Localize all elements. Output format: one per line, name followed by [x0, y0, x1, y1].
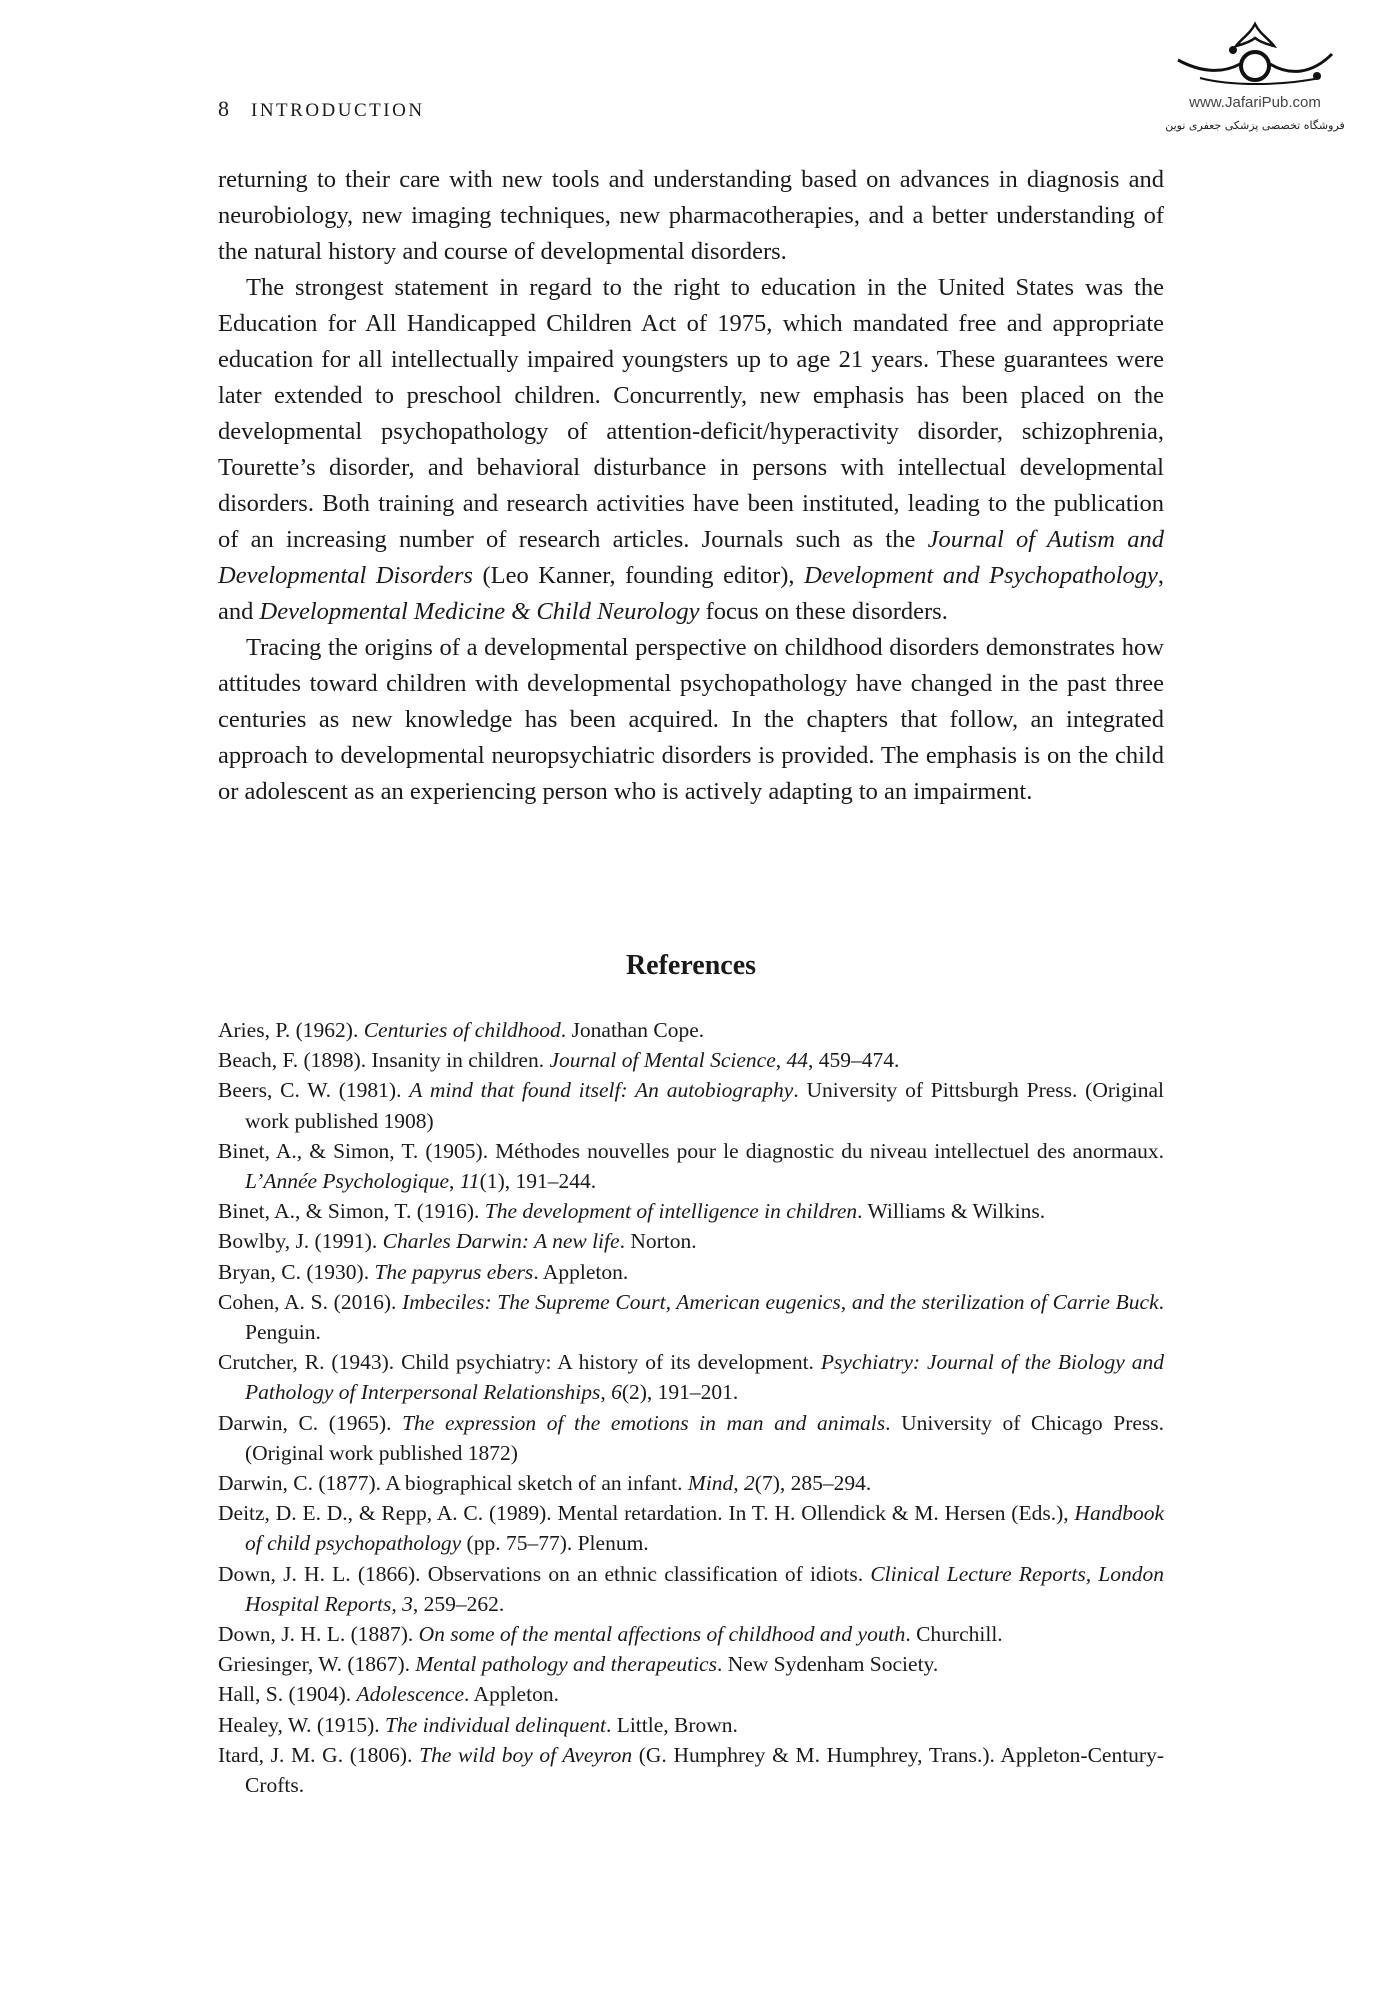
text-run: . New Sydenham Society. — [716, 1652, 939, 1677]
text-run: Deitz, D. E. D., & Repp, A. C. (1989). Mental retardation. In T. H. Ollendick & M. Hersen (Eds.), — [218, 1501, 1075, 1526]
references-heading: References — [625, 950, 757, 981]
reference-entry — [218, 1015, 1164, 1045]
reference-entry — [218, 1740, 1164, 1800]
text-run: . Norton. — [619, 1229, 697, 1254]
reference-entry — [218, 1287, 1164, 1347]
text-run: (2), 191–201. — [621, 1380, 739, 1405]
reference-entry — [218, 1679, 1164, 1709]
text-run: , — [775, 1048, 787, 1073]
text-run: (pp. 75–77). Plenum. — [461, 1531, 649, 1556]
text-run: Bowlby, J. (1991). — [218, 1229, 383, 1254]
text-run: . Appleton. — [533, 1259, 629, 1284]
italic-title: Adolescence — [356, 1682, 464, 1707]
page-number: 8 — [218, 96, 229, 121]
reference-entry — [218, 1619, 1164, 1649]
reference-entry — [218, 1136, 1164, 1196]
reference-entry — [218, 1347, 1164, 1407]
text-run: focus on these disorders. — [699, 598, 948, 625]
text-run: Crutcher, R. (1943). Child psychiatry: A history of its development. — [218, 1350, 821, 1375]
reference-entry — [218, 1257, 1164, 1287]
italic-title: Development and Psychopathology — [804, 562, 1158, 589]
italic-title: On some of the mental affections of childhood and youth — [418, 1622, 906, 1647]
text-run: . Appleton. — [463, 1682, 559, 1707]
reference-entry — [218, 1559, 1164, 1619]
text-run: , — [391, 1591, 403, 1616]
italic-title: Charles Darwin: A new life — [382, 1229, 620, 1254]
italic-title: Mind — [687, 1471, 734, 1496]
paragraph — [218, 270, 1164, 630]
running-title: INTRODUCTION — [251, 100, 425, 121]
italic-title: Centuries of childhood — [363, 1018, 561, 1042]
italic-title: 3 — [402, 1591, 413, 1616]
text-run: (Leo Kanner, founding editor), — [472, 562, 805, 589]
text-run: , 259–262. — [412, 1591, 505, 1616]
italic-title: 2 — [744, 1471, 755, 1496]
italic-title: Journal of Mental Science — [549, 1048, 776, 1073]
italic-title: The individual delinquent — [384, 1712, 606, 1737]
text-run: The strongest statement in regard to the right to education in the United States was the Education for All Handicapped Children Act of 1975, which mandated free and appropriate education for all intellectually impaired youngsters up to age 21 years. These guarantees were later extended to preschool children. Concurrently, new emphasis has been placed on the developmental psychopathology of attention-deficit/hyperactivity disorder, schizophrenia, Tourette’s disorder, and behavioral disturbance in persons with intellectual developmental disorders. Both training and research activities have been instituted, leading to the publication of an increasing number of research articles. Journals such as the — [218, 274, 1164, 553]
italic-title: L’Année Psychologique — [245, 1169, 449, 1194]
paragraph — [218, 630, 1164, 810]
text-run: Itard, J. M. G. (1806). — [218, 1742, 420, 1767]
text-run: Beers, C. W. (1981). — [218, 1078, 410, 1103]
italic-title: Mental pathology and therapeutics — [415, 1652, 717, 1677]
italic-title: Psychiatry: Journal of the Biology and Pathology of Interpersonal Relationships — [245, 1350, 1164, 1405]
italic-title: The expression of the emotions in man and animals — [402, 1410, 886, 1435]
text-run: , — [600, 1380, 612, 1405]
text-run: , and — [218, 562, 1165, 625]
text-run: Darwin, C. (1877). A biographical sketch of an infant. — [218, 1471, 688, 1496]
italic-title: The wild boy of Aveyron — [419, 1742, 633, 1767]
paragraph — [218, 162, 1164, 270]
body-text — [218, 162, 1164, 810]
reference-entry — [218, 1226, 1164, 1256]
italic-title: The development of intelligence in children — [484, 1199, 858, 1224]
text-run: , 459–474. — [808, 1048, 900, 1073]
running-header — [218, 96, 425, 122]
text-run: , — [449, 1169, 460, 1194]
italic-title: 44 — [786, 1048, 808, 1073]
text-run: . Williams & Wilkins. — [857, 1199, 1046, 1224]
italic-title: 11 — [459, 1169, 480, 1194]
reference-entry — [218, 1468, 1164, 1498]
reference-entry — [218, 1045, 1164, 1075]
text-run: Healey, W. (1915). — [218, 1712, 385, 1737]
calligraphy-logo-icon — [1170, 20, 1340, 92]
text-run: Griesinger, W. (1867). — [218, 1652, 416, 1677]
italic-title: Clinical Lecture Reports, London Hospital Reports — [245, 1561, 1164, 1616]
publisher-watermark — [1150, 20, 1360, 132]
text-run: , — [733, 1471, 745, 1496]
text-run: (1), 191–244. — [479, 1169, 597, 1194]
text-run: Beach, F. (1898). Insanity in children. — [218, 1048, 550, 1073]
text-run: Tracing the origins of a developmental perspective on childhood disorders demonstrates how attitudes toward children with developmental psychopathology have changed in the past three centuries as new knowledge has been acquired. In the chapters that follow, an integrated approach to developmental neuropsychiatric disorders is provided. The emphasis is on the child or adolescent as an experiencing person who is actively adapting to an impairment. — [218, 634, 1164, 805]
text-run: Darwin, C. (1965). — [218, 1410, 403, 1435]
references-list — [218, 1015, 1164, 1800]
reference-entry — [218, 1710, 1164, 1740]
reference-entry — [218, 1498, 1164, 1558]
text-run: . Little, Brown. — [605, 1712, 738, 1737]
reference-entry — [218, 1408, 1164, 1468]
italic-title: Imbeciles: The Supreme Court, American eugenics, and the sterilization of Carrie Buck — [402, 1289, 1159, 1314]
reference-entry — [218, 1075, 1164, 1135]
italic-title: The papyrus ebers — [374, 1259, 534, 1284]
text-run: Aries, P. (1962). — [218, 1018, 364, 1042]
text-run: Down, J. H. L. (1887). — [218, 1622, 419, 1647]
text-run: . Penguin. — [245, 1289, 1164, 1345]
italic-title: Journal of Autism and Developmental Disorders — [218, 526, 1164, 589]
reference-entry — [218, 1649, 1164, 1679]
text-run: Binet, A., & Simon, T. (1916). — [218, 1199, 485, 1224]
italic-title: A mind that found itself: An autobiography — [409, 1078, 794, 1103]
text-run: . Jonathan Cope. — [560, 1018, 705, 1042]
publisher-url: www.JafariPub.com — [1189, 94, 1321, 111]
italic-title: Handbook of child psychopathology — [245, 1501, 1164, 1556]
text-run: Hall, S. (1904). — [218, 1682, 357, 1707]
text-run: . University of Pittsburgh Press. (Original work published 1908) — [245, 1078, 1164, 1133]
italic-title: 6 — [611, 1380, 622, 1405]
text-run: (G. Humphrey & M. Humphrey, Trans.). Appleton-Century-Crofts. — [245, 1742, 1165, 1798]
text-run: . Churchill. — [905, 1622, 1003, 1647]
text-run: (7), 285–294. — [754, 1471, 872, 1496]
reference-entry — [218, 1196, 1164, 1226]
text-run: Cohen, A. S. (2016). — [218, 1289, 403, 1314]
text-run: Down, J. H. L. (1866). Observations on an ethnic classification of idiots. — [218, 1561, 871, 1586]
text-run: returning to their care with new tools and understanding based on advances in diagnosis and neurobiology, new imaging techniques, new pharmacotherapies, and a better understanding of the natural history and course of developmental disorders. — [218, 166, 1164, 265]
text-run: Bryan, C. (1930). — [218, 1259, 375, 1284]
italic-title: Developmental Medicine & Child Neurology — [259, 598, 700, 625]
text-run: Binet, A., & Simon, T. (1905). Méthodes nouvelles pour le diagnostic du niveau intellectuel des anormaux. — [218, 1138, 1164, 1163]
publisher-tagline: فروشگاه تخصصی پزشکی جعفری نوین — [1165, 119, 1345, 132]
text-run: . University of Chicago Press. (Original work published 1872) — [245, 1410, 1164, 1465]
